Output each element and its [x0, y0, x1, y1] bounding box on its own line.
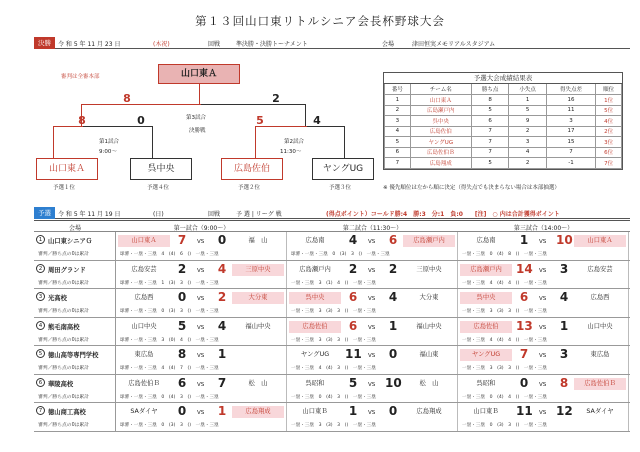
- game-cell: [116, 403, 287, 431]
- vs-label: VS: [197, 353, 205, 359]
- final-round-label: 回戦: [208, 41, 221, 48]
- semi2-score-left: 5: [256, 114, 264, 127]
- score-b: 2: [217, 290, 227, 304]
- game-cell: [116, 261, 287, 289]
- venue-subnote: 審判／勝ち点の0は累計: [38, 394, 90, 400]
- venue-subnote: 審判／勝ち点の0は累計: [38, 309, 90, 314]
- rank-row: [385, 147, 622, 158]
- team-a: ヤングUG: [300, 351, 330, 358]
- venue-subnote: 審判／勝ち点の0は累計: [38, 280, 90, 286]
- score-b: 1: [217, 347, 227, 361]
- rank-cell-rank: 5位: [596, 105, 622, 116]
- team-a: 山口東Ｂ: [302, 408, 328, 415]
- score-a: 14: [516, 261, 533, 276]
- rank-cell-team: 広島瀬戸内: [410, 105, 471, 116]
- vs-label: VS: [539, 410, 547, 416]
- final-round: 準決勝・決勝トーナメント: [236, 41, 308, 48]
- rank-row: [385, 158, 622, 169]
- game-cell: [287, 318, 458, 346]
- rank-col-team: チーム名: [410, 84, 471, 95]
- score-b: 3: [559, 261, 569, 276]
- umpire-note: 審判は全審本部: [61, 74, 100, 80]
- vs-label: VS: [539, 239, 547, 245]
- team-b: 広島翔成: [416, 408, 442, 415]
- venue-cell: [34, 403, 116, 431]
- rank-cell-pts: 5: [471, 105, 509, 116]
- vs-label: VS: [368, 381, 376, 388]
- team-b: 広島安芸: [587, 265, 613, 273]
- score-b: 12: [556, 404, 573, 418]
- game-cell: [116, 318, 287, 346]
- rank-row: [385, 105, 622, 116]
- team-box-2: 呉中央: [130, 158, 192, 180]
- rank-col-pts: 勝ち点: [471, 84, 509, 95]
- venue-number: 1: [36, 235, 45, 244]
- champion-box: 山口東Ａ: [158, 64, 240, 84]
- team-b: 山口中央: [587, 322, 613, 330]
- vs-label: VS: [539, 324, 547, 331]
- semi2-score-right: 4: [313, 114, 321, 127]
- rank-cell-diff: 7: [546, 147, 595, 158]
- game-cell: [458, 261, 629, 289]
- game1-time: 9:00～: [99, 149, 117, 155]
- team-a: 呉昭和: [476, 379, 496, 387]
- game2-label: 第2試合: [284, 139, 304, 145]
- rank-cell-pts: 7: [471, 137, 509, 148]
- final-tag: 決勝: [34, 37, 55, 49]
- rank-cell-diff: 11: [546, 105, 595, 116]
- venue-row: [34, 403, 630, 432]
- rank-cell-n: 2: [385, 105, 411, 116]
- rank-cell-rank: 2位: [596, 126, 622, 137]
- final-venue: 津田恒実メモリアルスタジアム: [412, 41, 496, 48]
- venue-number: 4: [36, 321, 45, 330]
- grid-head-g2: 第二試合（11:30～）: [342, 225, 403, 232]
- venue-number: 6: [36, 378, 45, 387]
- rank-cell-rank: 3位: [596, 137, 622, 148]
- rank-cell-n: 1: [385, 95, 411, 106]
- prelim-tag: 予選: [34, 207, 55, 219]
- umpire-points: 一塁・三塁 4 (4) 4 () 一塁・三塁: [462, 280, 547, 286]
- team-a: 呉中央: [289, 292, 341, 304]
- venue-name: 熊毛南高校: [48, 323, 80, 331]
- rank-cell-team: 広島佐伯Ｂ: [410, 147, 471, 158]
- seed-4: 予選３位: [329, 185, 352, 191]
- rank-row: [385, 116, 622, 127]
- team-b: 山口東Ａ: [574, 235, 626, 247]
- vs-label: VS: [539, 267, 547, 274]
- umpire-points: 球審・一塁・三塁 0 (3) 3 () 一塁・三塁: [120, 423, 219, 428]
- score-a: 1: [519, 233, 529, 247]
- final-date: 令 和 5 年 11 月 23 日: [58, 41, 121, 48]
- rank-col-num: 番号: [385, 84, 411, 95]
- score-a: 2: [177, 261, 187, 276]
- team-a: 広島安芸: [131, 265, 157, 273]
- score-a: 0: [519, 375, 529, 390]
- team-b: 広島瀬戸内: [403, 235, 455, 247]
- vs-label: VS: [368, 239, 376, 245]
- venue-name: 華陵高校: [48, 380, 74, 388]
- rank-cell-lost: 2: [509, 158, 547, 169]
- rank-cell-pts: 7: [471, 126, 509, 137]
- score-a: 6: [348, 290, 358, 304]
- score-a: 4: [348, 233, 358, 247]
- venue-name: 徳山商工高校: [48, 409, 86, 416]
- team-a: 山口中央: [131, 322, 157, 330]
- umpire-points: 球審・一塁・三塁 4 (4) 7 () 一塁・三塁: [120, 366, 219, 371]
- page-title: 第１３回山口東リトルシニア会長杯野球大会: [195, 14, 445, 28]
- vs-label: VS: [197, 239, 205, 245]
- team-a: 広島瀬戸内: [299, 265, 331, 273]
- semi1-line-left: [53, 126, 83, 158]
- vs-label: VS: [368, 267, 376, 274]
- prelim-grid: [34, 220, 630, 432]
- team-a: 広島佐伯: [289, 321, 341, 333]
- rank-cell-n: 3: [385, 116, 411, 127]
- venue-name: 山口東シニアＧ: [48, 238, 93, 245]
- venue-row: [34, 346, 630, 375]
- vs-label: VS: [197, 267, 205, 274]
- venue-row: [34, 318, 630, 347]
- team-b: 福 山: [248, 237, 268, 244]
- team-a: 広島南: [305, 237, 325, 244]
- game-cell: [458, 289, 629, 317]
- venue-cell: [34, 289, 116, 317]
- team-a: 広島西: [134, 294, 154, 301]
- grid-head-g1: 第一試合（9:00～）: [173, 225, 230, 232]
- prelim-header: [34, 207, 630, 219]
- score-b: 6: [388, 233, 398, 247]
- umpire-points: 球審・一塁・三塁 0 (3) 3 () 一塁・三塁: [120, 309, 219, 314]
- rank-cell-team: 広島翔成: [410, 158, 471, 169]
- team-a: 呉中央: [460, 292, 512, 304]
- umpire-points: 一塁・三塁 0 (3) 3 () 一塁・三塁: [462, 423, 547, 428]
- final-header: [34, 37, 630, 49]
- score-b: 4: [217, 318, 227, 333]
- team-b: 広島翔成: [232, 406, 284, 418]
- team-b: 大分東: [232, 292, 284, 304]
- game-cell: [116, 232, 287, 260]
- final-score-right: 2: [272, 92, 280, 105]
- game-cell: [116, 346, 287, 374]
- rank-cell-team: 呉中央: [410, 116, 471, 127]
- game1-label: 第1試合: [99, 139, 119, 145]
- score-a: 7: [177, 233, 187, 247]
- venue-subnote: 審判／勝ち点の0は累計: [38, 252, 90, 257]
- score-a: 1: [348, 404, 358, 418]
- grid-head-g3: 第三試合（14:00～）: [513, 225, 574, 232]
- semi1-score-right: 0: [137, 114, 145, 127]
- venue-row: [34, 232, 630, 261]
- score-a: 2: [348, 261, 358, 276]
- venue-cell: [34, 318, 116, 346]
- rank-cell-team: ヤングUG: [410, 137, 471, 148]
- venue-subnote: 審判／勝ち点の0は累計: [38, 366, 90, 371]
- rank-cell-lost: 4: [509, 147, 547, 158]
- venue-name: 光高校: [48, 295, 67, 302]
- venue-name: 徳山高等専門学校: [48, 352, 99, 359]
- team-box-1: 山口東Ａ: [36, 158, 98, 180]
- venue-cell: [34, 346, 116, 374]
- prelim-points-note: (得点ポイント）コールド勝:4 勝:3 分:1 負:0 [注] ○ 内は合計獲得ポイント: [326, 211, 560, 218]
- score-b: 8: [559, 375, 569, 390]
- rank-cell-n: 6: [385, 147, 411, 158]
- score-b: 2: [388, 261, 398, 276]
- score-a: 13: [516, 318, 533, 333]
- umpire-points: 一塁・三塁 4 (4) 4 () 一塁・三塁: [462, 337, 547, 343]
- score-b: 7: [217, 375, 227, 390]
- team-box-3: 広島佐伯: [221, 158, 283, 180]
- rank-cell-rank: 4位: [596, 116, 622, 127]
- rank-cell-rank: 1位: [596, 95, 622, 106]
- team-b: 松 山: [248, 379, 268, 387]
- prelim-date: 令 和 5 年 11 月 19 日: [58, 211, 121, 218]
- venue-number: 5: [36, 349, 45, 358]
- bracket-footnote: ※ 優先順位は左から順に決定（得失点でも決まらない場合は本部抽選）: [383, 185, 560, 191]
- venue-name: 周田グランド: [48, 266, 86, 274]
- umpire-points: 一塁・三塁 3 (1) 4 () 一塁・三塁: [291, 280, 376, 286]
- team-b: 大分東: [419, 294, 439, 301]
- score-a: 5: [177, 318, 187, 333]
- score-b: 0: [388, 347, 398, 361]
- score-a: 0: [177, 404, 187, 418]
- team-b: 松 山: [419, 379, 439, 387]
- rank-cell-lost: 5: [509, 105, 547, 116]
- umpire-points: 一塁・三塁 0 (4) 3 () 一塁・三塁: [291, 394, 376, 400]
- rank-cell-rank: 7位: [596, 158, 622, 169]
- team-b: 福山中央: [416, 322, 442, 330]
- vs-label: VS: [197, 324, 205, 331]
- rank-cell-pts: 5: [471, 158, 509, 169]
- rank-col-rank: 順位: [596, 84, 622, 95]
- rank-cell-lost: 9: [509, 116, 547, 127]
- team-a: 広島瀬戸内: [460, 264, 512, 276]
- team-b: 東広島: [590, 351, 610, 358]
- team-a: 呉昭和: [305, 379, 325, 387]
- score-b: 10: [385, 375, 402, 390]
- rank-cell-diff: 16: [546, 95, 595, 106]
- rank-cell-pts: 6: [471, 116, 509, 127]
- umpire-points: 一塁・三塁 3 (3) 3 () 一塁・三塁: [291, 337, 376, 343]
- team-box-4: ヤングUG: [312, 158, 374, 180]
- score-a: 0: [177, 290, 187, 304]
- game-cell: [116, 375, 287, 403]
- venue-number: 3: [36, 292, 45, 301]
- game-cell: [458, 403, 629, 431]
- umpire-points: 一塁・三塁 0 (4) 8 () 一塁・三塁: [462, 252, 547, 257]
- venue-subnote: 審判／勝ち点の0は累計: [38, 337, 90, 343]
- venue-row: [34, 261, 630, 290]
- umpire-points: 球審・一塁・三塁 3 (0) 4 () 一塁・三塁: [120, 337, 219, 343]
- prelim-weekday: (日): [153, 211, 164, 218]
- seed-3: 予選２位: [238, 185, 261, 191]
- game-cell: [287, 346, 458, 374]
- game-cell: [287, 375, 458, 403]
- game-cell: [458, 232, 629, 260]
- prelim-round-label: 回戦: [208, 211, 221, 218]
- umpire-points: 一塁・三塁 0 (4) 4 () 一塁・三塁: [462, 394, 547, 400]
- umpire-points: 一塁・三塁 3 (3) 3 () 一塁・三塁: [462, 366, 547, 371]
- score-b: 4: [217, 261, 227, 276]
- grid-header: [34, 221, 630, 232]
- rank-row: [385, 95, 622, 106]
- rank-cell-diff: 17: [546, 126, 595, 137]
- venue-cell: [34, 232, 116, 260]
- seed-1: 予選１位: [53, 185, 76, 191]
- venue-subnote: 審判／勝ち点の0は累計: [38, 423, 90, 428]
- score-a: 6: [348, 318, 358, 333]
- umpire-points: 一塁・三塁 3 (3) 3 () 一塁・三塁: [291, 423, 376, 428]
- rank-cell-n: 4: [385, 126, 411, 137]
- team-b: 福山中央: [245, 322, 271, 330]
- rank-cell-n: 7: [385, 158, 411, 169]
- score-b: 0: [388, 404, 398, 418]
- team-a: 広島南: [476, 237, 496, 244]
- rank-cell-rank: 6位: [596, 147, 622, 158]
- rank-cell-pts: 7: [471, 147, 509, 158]
- rank-cell-diff: 15: [546, 137, 595, 148]
- ranking-title: 予選大会成績結果表: [384, 73, 622, 84]
- rank-row: [385, 137, 622, 148]
- team-a: 山口東Ａ: [118, 235, 170, 247]
- umpire-points: 球審・一塁・三塁 1 (3) 3 () 一塁・三塁: [120, 280, 219, 286]
- rank-cell-diff: 3: [546, 116, 595, 127]
- score-a: 6: [177, 375, 187, 390]
- final-line-mid: [199, 84, 200, 104]
- rank-cell-team: 山口東Ａ: [410, 95, 471, 106]
- vs-label: VS: [368, 353, 376, 359]
- umpire-points: 一塁・三塁 3 (3) 3 () 一塁・三塁: [462, 309, 547, 314]
- venue-number: 2: [36, 264, 45, 273]
- prelim-round: 予 選 | リーグ 戦: [236, 211, 282, 218]
- team-a: 山口東Ｂ: [473, 408, 499, 415]
- rank-cell-lost: 1: [509, 95, 547, 106]
- venue-cell: [34, 375, 116, 403]
- team-a: 東広島: [134, 351, 154, 358]
- score-a: 8: [177, 347, 187, 361]
- team-b: 広島西: [590, 294, 610, 301]
- score-b: 1: [559, 318, 569, 333]
- rank-col-lost: 小失点: [509, 84, 547, 95]
- rank-cell-lost: 2: [509, 126, 547, 137]
- team-b: 三原中央: [232, 264, 284, 276]
- umpire-points: 球審・一塁・三塁 0 (3) 3 () 一塁・三塁: [291, 252, 390, 257]
- vs-label: VS: [539, 296, 547, 302]
- game-cell: [458, 318, 629, 346]
- game-cell: [287, 232, 458, 260]
- semi2-line-right: [307, 126, 345, 158]
- score-b: 3: [559, 347, 569, 361]
- seed-2: 予選４位: [147, 185, 170, 191]
- semi1-score-left: 8: [78, 114, 86, 127]
- score-a: 7: [519, 347, 529, 361]
- vs-label: VS: [197, 296, 205, 302]
- ranking-table: [383, 72, 623, 170]
- team-a: 広島佐伯: [460, 321, 512, 333]
- score-b: 4: [559, 290, 569, 304]
- game-cell: [287, 403, 458, 431]
- rank-row: [385, 126, 622, 137]
- vs-label: VS: [368, 296, 376, 302]
- umpire-points: 一塁・三塁 3 (3) 3 () 一塁・三塁: [291, 309, 376, 314]
- score-b: 4: [388, 290, 398, 304]
- venue-row: [34, 375, 630, 404]
- score-a: 6: [519, 290, 529, 304]
- final-score-left: 8: [123, 92, 131, 105]
- team-a: SAダイヤ: [130, 408, 158, 415]
- score-b: 0: [217, 233, 227, 247]
- venue-number: 7: [36, 406, 45, 415]
- vs-label: VS: [368, 410, 376, 416]
- third-place-label: 第3試合: [186, 115, 206, 121]
- venue-row: [34, 289, 630, 318]
- game-cell: [116, 289, 287, 317]
- score-a: 11: [516, 404, 533, 418]
- final-game-label: 決勝戦: [189, 128, 206, 134]
- final-venue-label: 会場: [382, 41, 395, 48]
- umpire-points: 一塁・三塁 4 (4) 3 () 一塁・三塁: [291, 366, 376, 371]
- rank-cell-diff: -1: [546, 158, 595, 169]
- game-cell: [287, 289, 458, 317]
- vs-label: VS: [539, 353, 547, 359]
- score-b: 10: [556, 233, 573, 247]
- vs-label: VS: [197, 410, 205, 416]
- game-cell: [458, 346, 629, 374]
- score-b: 1: [388, 318, 398, 333]
- rank-cell-team: 広島佐伯: [410, 126, 471, 137]
- game-cell: [287, 261, 458, 289]
- rank-cell-lost: 3: [509, 137, 547, 148]
- rank-cell-n: 5: [385, 137, 411, 148]
- rank-cell-pts: 8: [471, 95, 509, 106]
- team-a: 広島佐伯Ｂ: [128, 379, 160, 387]
- vs-label: VS: [197, 381, 205, 388]
- umpire-points: 球審・一塁・三塁 4 (4) 6 () 一塁・三塁: [120, 252, 219, 257]
- score-b: 1: [217, 404, 227, 418]
- venue-cell: [34, 261, 116, 289]
- umpire-points: 球審・一塁・三塁 0 (4) 3 () 一塁・三塁: [120, 394, 219, 400]
- team-b: 福山東: [419, 351, 439, 358]
- grid-head-venue: 会場: [68, 225, 81, 232]
- game2-time: 11:30～: [280, 149, 302, 155]
- team-a: ヤングUG: [460, 349, 512, 361]
- team-b: 広島佐伯Ｂ: [574, 378, 626, 390]
- team-b: SAダイヤ: [586, 408, 614, 415]
- rank-col-diff: 得失点差: [546, 84, 595, 95]
- score-a: 11: [345, 347, 362, 361]
- final-weekday: (木祝): [153, 41, 170, 48]
- game-cell: [458, 375, 629, 403]
- vs-label: VS: [368, 324, 376, 331]
- team-b: [232, 349, 284, 361]
- score-a: 5: [348, 375, 358, 390]
- vs-label: VS: [539, 381, 547, 388]
- team-b: 三原中央: [416, 265, 442, 273]
